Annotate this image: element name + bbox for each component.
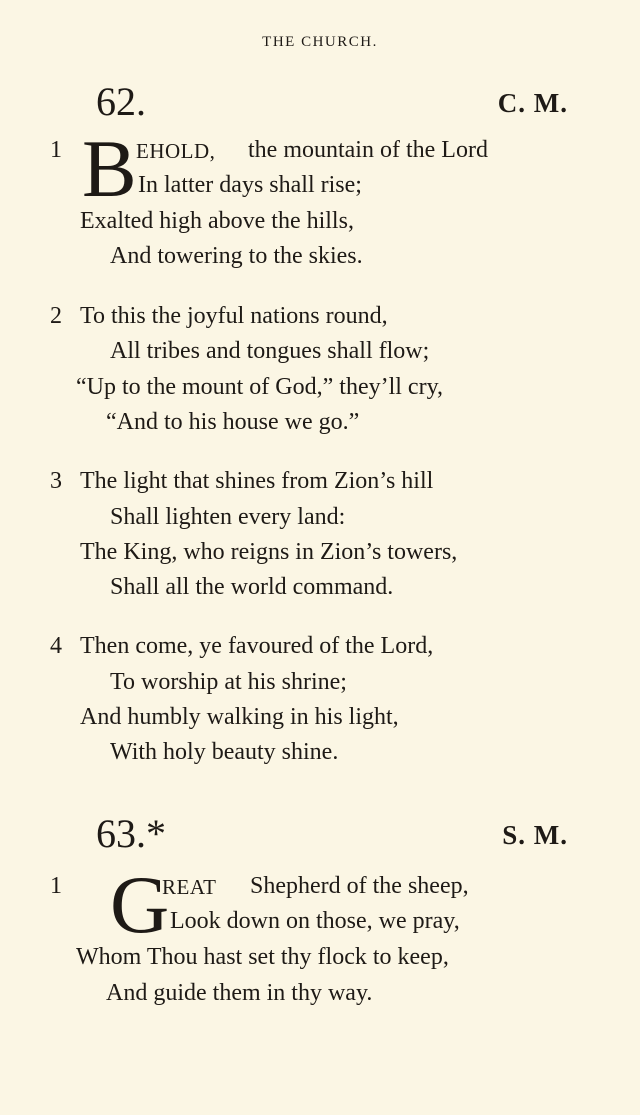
drop-cap: G [110,859,170,950]
verse-line: With holy beauty shine. [110,739,339,765]
verse-number: 1 [50,873,62,899]
hymn-meter: S. M. [502,820,568,850]
verse-line: In latter days shall rise; [138,172,362,198]
verse-line: Shepherd of the sheep, [250,873,469,899]
hymn-meter: C. M. [497,88,568,118]
verse-line: “Up to the mount of God,” they’ll cry, [76,374,444,400]
verse-number: 2 [50,303,62,329]
verse-line: The King, who reigns in Zion’s towers, [80,539,458,565]
hymn-header [0,810,640,860]
verse-line: Shall lighten every land: [110,504,346,530]
hymn-header [0,78,640,128]
verse-line: Look down on those, we pray, [170,908,460,934]
verse-line: the mountain of the Lord [248,137,488,163]
verse-line: To worship at his shrine; [110,669,347,695]
verse-line: Exalted high above the hills, [80,208,354,234]
drop-cap-word-rest: EHOLD, [136,139,216,163]
verse-line: Then come, ye favoured of the Lord, [80,633,434,659]
verse-line: All tribes and tongues shall flow; [110,338,430,364]
verse-number: 3 [50,468,62,494]
verse-line: Shall all the world command. [110,574,394,600]
hymn-number: 62. [96,79,146,124]
verse-number: 4 [50,633,62,659]
drop-cap: B [82,123,137,214]
verse-line: And guide them in thy way. [106,980,373,1006]
hymn-number: 63.* [96,811,166,856]
verse-line: To this the joyful nations round, [80,303,388,329]
verse-line: The light that shines from Zion’s hill [80,468,434,494]
drop-cap-word-rest: REAT [162,875,217,899]
verse-line: “And to his house we go.” [106,409,360,435]
running-head: THE CHURCH. [262,34,378,50]
verse-line: And towering to the skies. [110,243,363,269]
verse-line: And humbly walking in his light, [80,704,399,730]
verse-number: 1 [50,137,62,163]
verse-line: Whom Thou hast set thy flock to keep, [76,944,449,970]
